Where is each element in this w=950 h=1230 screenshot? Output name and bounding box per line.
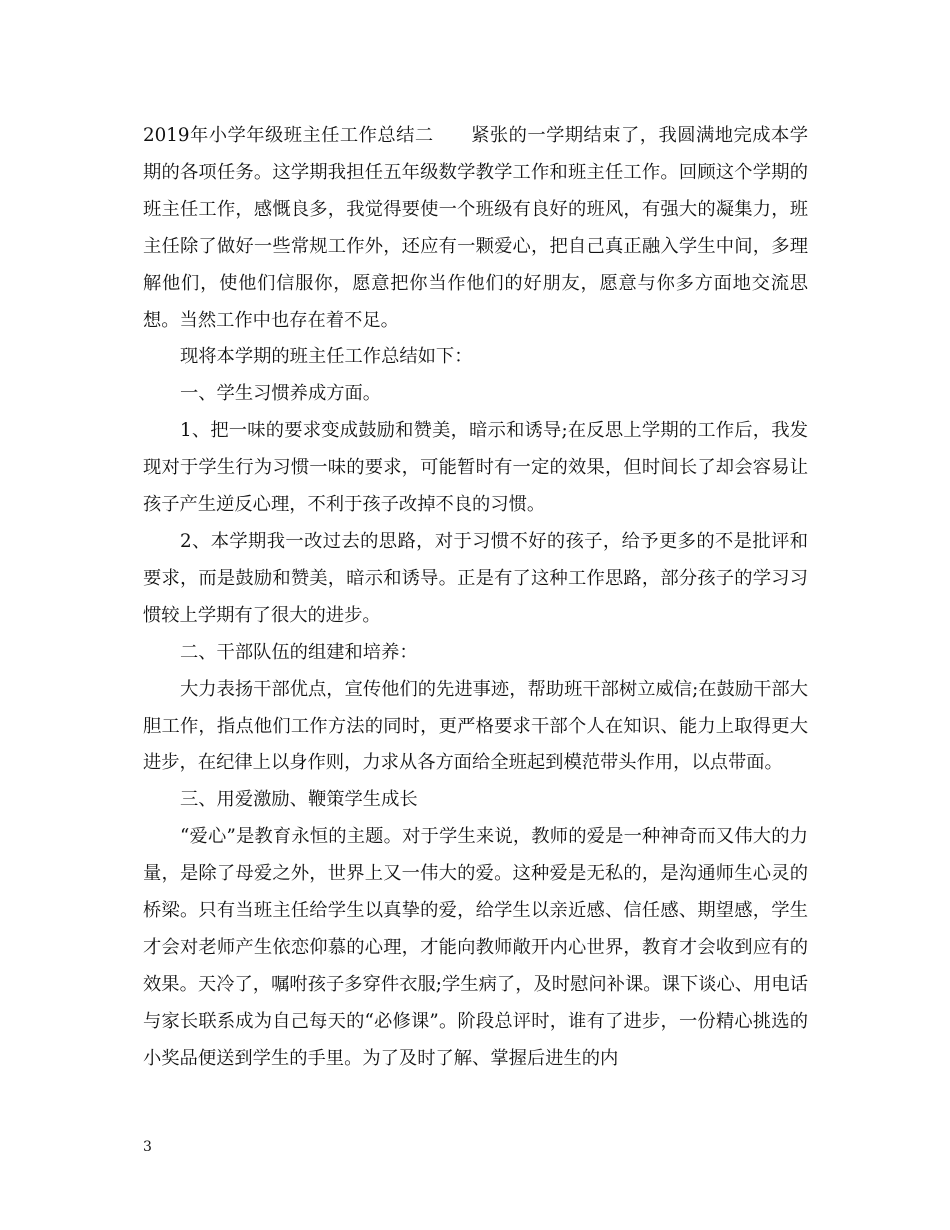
paragraph-habits-2: 2、本学期我一改过去的思路，对于习惯不好的孩子，给予更多的不是批评和要求，而是鼓励和赞美，暗示和诱导。正是有了这种工作思路，部分孩子的学习习惯较上学期有了很大的进步。 xyxy=(143,530,808,626)
paragraph-cadres: 大力表扬干部优点，宣传他们的先进事迹，帮助班干部树立威信;在鼓励干部大胆工作，指点他们工作方法的同时，更严格要求干部个人在知识、能力上取得更大进步，在纪律上以身作则，力求从各方面给全班起到模范带头作用，以点带面。 xyxy=(143,678,808,774)
paragraph-love: “爱心”是教育永恒的主题。对于学生来说，教师的爱是一种神奇而又伟大的力量，是除了母爱之外，世界上又一伟大的爱。这种爱是无私的，是沟通师生心灵的桥梁。只有当班主任给学生以真挚的爱，给学生以亲近感、信任感、期望感，学生才会对老师产生依恋仰慕的心理，才能向教师敞开内心世界，教育才会收到应有的效果。天冷了，嘱咐孩子多穿件衣服;学生病了，及时慰问补课。课下谈心、用电话与家长联系成为自己每天的“必修课”。阶段总评时，谁有了进步，一份精心挑选的小奖品便送到学生的手里。为了及时了解、掌握后进生的内 xyxy=(143,826,808,1069)
page-number: 3 xyxy=(143,1139,152,1155)
section-heading-love: 三、用爱激励、鞭策学生成长 xyxy=(180,789,418,811)
paragraph-habits-1: 1、把一味的要求变成鼓励和赞美，暗示和诱导;在反思上学期的工作后，我发现对于学生行为习惯一味的要求，可能暂时有一定的效果，但时间长了却会容易让孩子产生逆反心理，不利于孩子改掉不良的习惯。 xyxy=(143,420,808,516)
opening-paragraph xyxy=(143,118,808,339)
paragraph-summary-intro: 现将本学期的班主任工作总结如下： xyxy=(180,346,473,368)
section-heading-cadres: 二、干部队伍的组建和培养： xyxy=(180,641,418,663)
section-heading-habits: 一、学生习惯养成方面。 xyxy=(180,383,382,405)
document-title: 2019年小学年级班主任工作总结二 xyxy=(143,125,434,146)
document-body xyxy=(143,118,808,1078)
intro-text: 紧张的一学期结束了，我圆满地完成本学期的各项任务。这学期我担任五年级数学教学工作和班主任工作。回顾这个学期的班主任工作，感慨良多，我觉得要使一个班级有良好的班风，有强大的凝集力，班主任除了做好一些常规工作外，还应有一颗爱心，把自己真正融入学生中间，多理解他们，使他们信服你，愿意把你当作他们的好朋友，愿意与你多方面地交流思想。当然工作中也存在着不足。 xyxy=(143,125,808,331)
